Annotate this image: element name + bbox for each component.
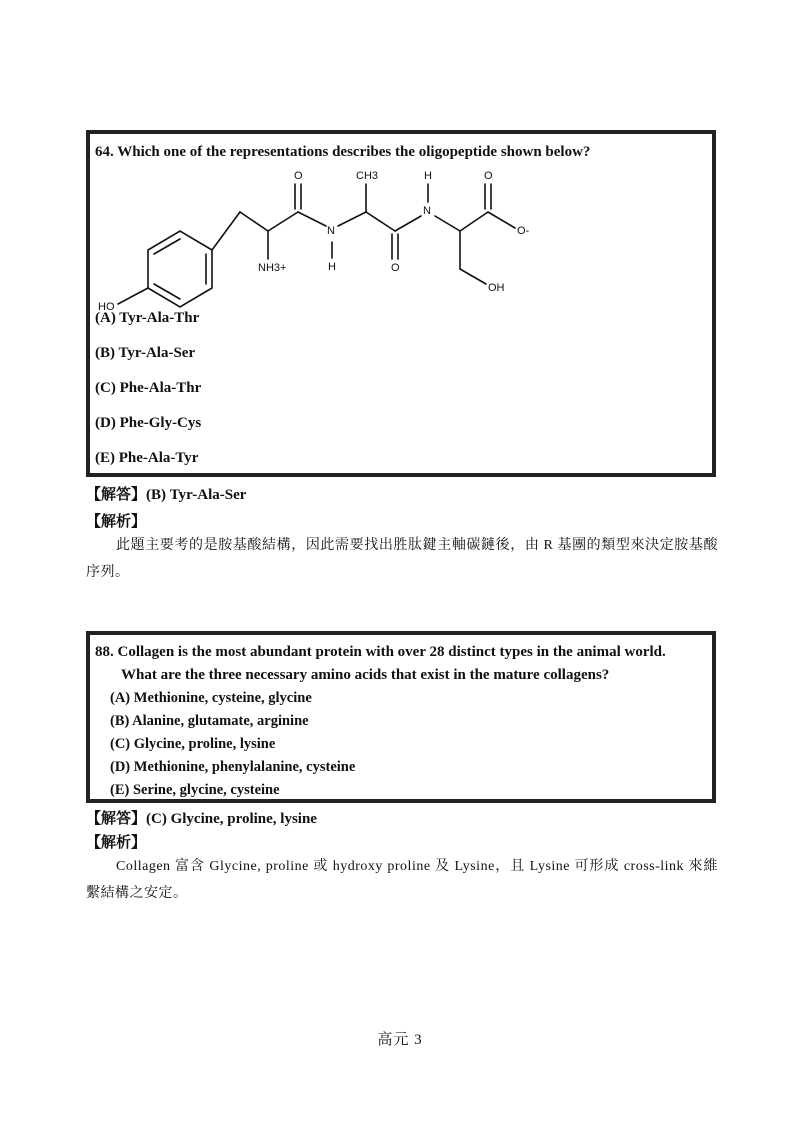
option-b: (B) Alanine, glutamate, arginine xyxy=(110,713,309,729)
label-ch3: CH3 xyxy=(356,170,379,182)
question-64-text: 64. Which one of the representations describes the oligopeptide shown below? xyxy=(95,144,591,160)
answer-64: 【解答】(B) Tyr-Ala-Ser xyxy=(86,487,247,503)
option-a: (A) Tyr-Ala-Thr xyxy=(95,310,200,326)
option-d: (D) Phe-Gly-Cys xyxy=(95,415,202,431)
oligopeptide-structure xyxy=(90,134,712,334)
label-o1: O xyxy=(294,170,303,182)
option-c: (C) Glycine, proline, lysine xyxy=(110,736,276,752)
option-e: (E) Serine, glycine, cysteine xyxy=(110,782,280,798)
option-d: (D) Methionine, phenylalanine, cysteine xyxy=(110,759,356,775)
question-64-box xyxy=(86,130,716,477)
label-o-minus: O- xyxy=(517,225,530,237)
question-88-box xyxy=(86,631,716,803)
label-h-bottom: H xyxy=(328,261,336,273)
label-h-top: H xyxy=(424,170,432,182)
option-a: (A) Methionine, cysteine, glycine xyxy=(110,690,312,706)
label-o-top: O xyxy=(484,170,493,182)
option-c: (C) Phe-Ala-Thr xyxy=(95,380,202,396)
label-o-bottom: O xyxy=(391,262,400,274)
option-b: (B) Tyr-Ala-Ser xyxy=(95,345,196,361)
analysis-64: 此題主要考的是胺基酸結構，因此需要找出胜肽鍵主軸碳鏈後，由 R 基團的類型來決定胺基酸序列。 xyxy=(86,538,718,580)
question-88-line2: What are the three necessary amino acids that exist in the mature collagens? xyxy=(121,667,610,683)
label-n1: N xyxy=(327,225,335,237)
question-88-text xyxy=(95,641,711,687)
answer-88: 【解答】(C) Glycine, proline, lysine xyxy=(86,811,317,827)
label-nh3: NH3+ xyxy=(258,262,287,274)
option-e: (E) Phe-Ala-Tyr xyxy=(95,450,199,466)
label-ho: HO xyxy=(98,301,115,313)
analysis-88: Collagen 富含 Glycine, proline 或 hydroxy proline 及 Lysine，且 Lysine 可形成 cross-link 來維繫結構之安定。 xyxy=(86,859,718,901)
analysis-label-64: 【解析】 xyxy=(86,514,147,530)
page-footer: 高元 3 xyxy=(377,1032,423,1048)
benzene-ring xyxy=(148,231,212,307)
label-n2: N xyxy=(423,205,431,217)
question-88-line1: 88. Collagen is the most abundant protein with over 28 distinct types in the animal world. xyxy=(95,644,666,660)
analysis-label-88: 【解析】 xyxy=(86,835,147,851)
label-oh: OH xyxy=(488,282,505,294)
